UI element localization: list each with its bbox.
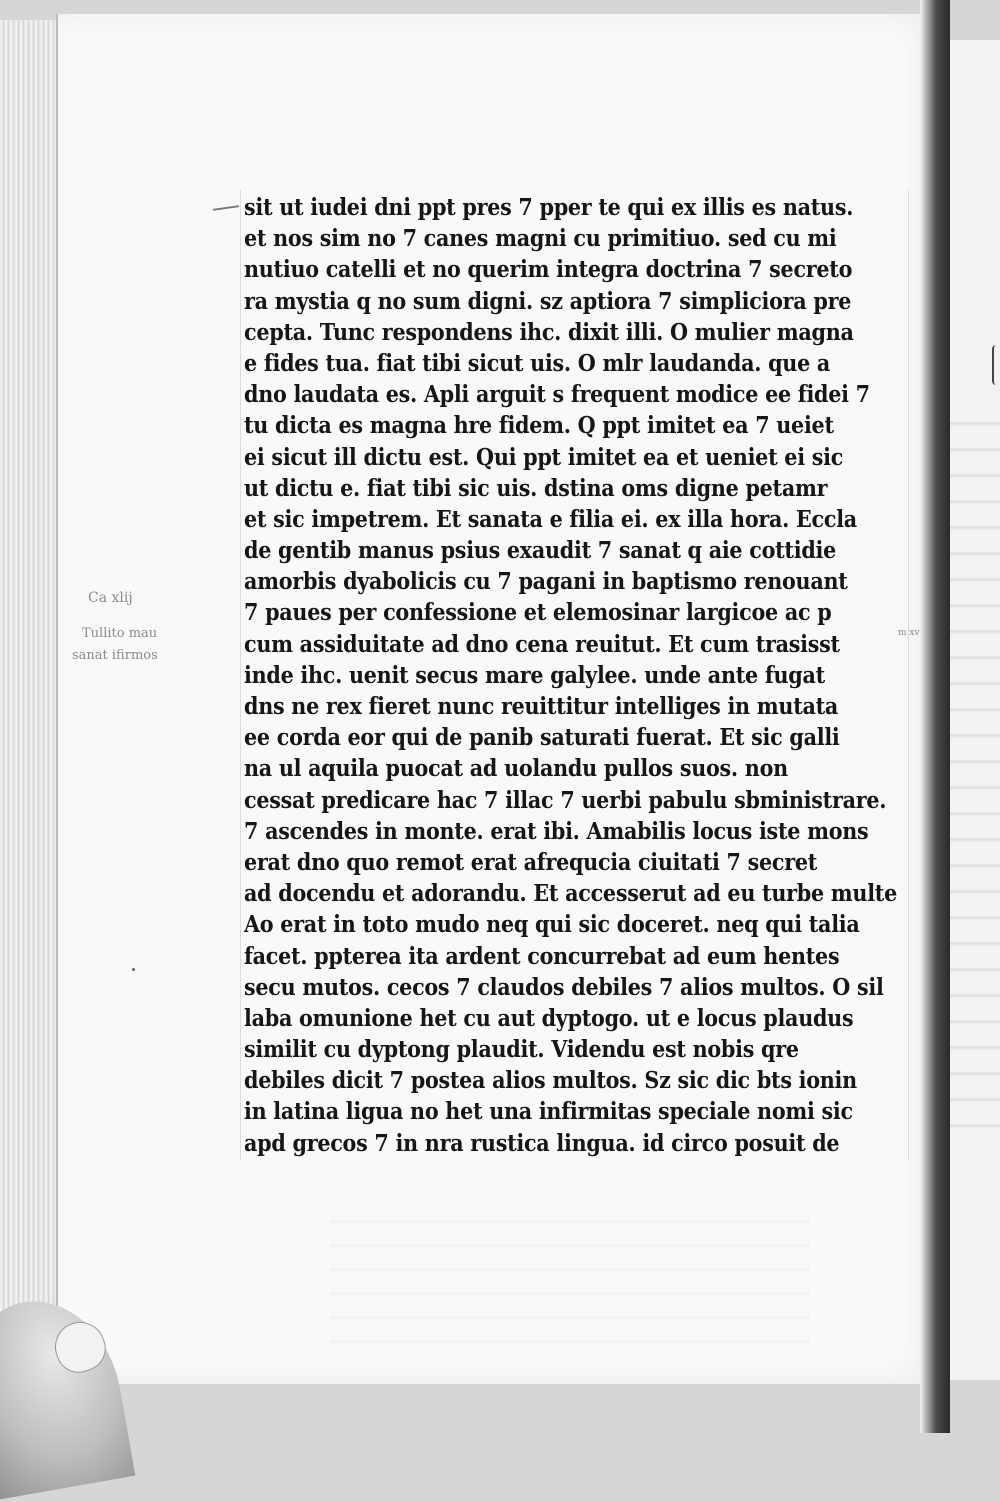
text-line: facet. ppterea ita ardent concurrebat ad eum hentes — [244, 942, 840, 970]
text-line: secu mutos. cecos 7 claudos debiles 7 alios multos. O sil — [244, 973, 884, 1001]
text-line: cum assiduitate ad dno cena reuitut. Et cum trasisst — [244, 630, 840, 658]
text-line: ad docendu et adorandu. Et accesserut ad eu turbe multe — [244, 880, 897, 908]
text-line: Ao erat in toto mudo neq qui sic doceret. neq qui talia — [244, 911, 860, 939]
text-line: laba omunione het cu aut dyptogo. ut e locus plaudus — [244, 1004, 854, 1032]
text-line: erat dno quo remot erat afrequcia ciuitati 7 secret — [244, 848, 818, 876]
book-gutter — [920, 0, 950, 1433]
text-line: sit ut iudei dni ppt pres 7 pper te qui ex illis es natus. — [244, 194, 854, 221]
margin-note-line-1: Tullito mau — [82, 626, 158, 641]
text-line: apd grecos 7 in nra rustica lingua. id circo posuit de — [244, 1129, 840, 1157]
text-line: ra mystia q no sum digni. sz aptiora 7 simpliciora pre — [244, 287, 852, 315]
text-line: ut dictu e. fiat tibi sic uis. dstina oms digne petamr — [244, 474, 828, 502]
text-line: de gentib manus psius exaudit 7 sanat q aie cottidie — [244, 537, 837, 565]
facing-page-bracket-mark — [992, 345, 1000, 385]
text-line: in latina ligua no het una infirmitas speciale nomi sic — [244, 1098, 853, 1126]
text-line: amorbis dyabolicis cu 7 pagani in baptismo renouant — [244, 568, 848, 596]
text-line: debiles dicit 7 postea alios multos. Sz sic dic bts ionin — [244, 1067, 857, 1095]
text-line: cessat predicare hac 7 illac 7 uerbi pabulu sbministrare. — [244, 786, 887, 814]
right-margin-note: m xv — [898, 628, 920, 638]
margin-dot-mark — [132, 968, 135, 971]
text-line: tu dicta es magna hre fidem. Q ppt imitet ea 7 ueiet — [244, 412, 834, 440]
text-line: inde ihc. uenit secus mare galylee. unde ante fugat — [244, 661, 825, 689]
text-line: 7 paues per confessione et elemosinar largicoe ac p — [244, 599, 832, 627]
text-line: et sic impetrem. Et sanata e filia ei. ex illa hora. Eccla — [244, 505, 857, 533]
ruling-line-left — [240, 190, 241, 1160]
page-stack-edge — [0, 20, 63, 1405]
margin-note-line-2: sanat ifirmos — [72, 648, 158, 663]
text-line: cepta. Tunc respondens ihc. dixit illi. O mulier magna — [244, 318, 854, 346]
text-line: ei sicut ill dictu est. Qui ppt imitet ea et ueniet ei sic — [244, 443, 844, 471]
text-line: nutiuo catelli et no querim integra doctrina 7 secreto — [244, 256, 853, 284]
text-line: similit cu dyptong plaudit. Videndu est nobis qre — [244, 1036, 799, 1064]
text-line: na ul aquila puocat ad uolandu pullos suos. non — [244, 755, 788, 783]
text-line: dns ne rex fieret nunc reuittitur intelliges in mutata — [244, 693, 839, 720]
text-line: e fides tua. fiat tibi sicut uis. O mlr laudanda. que a — [244, 349, 831, 377]
text-line: ee corda eor qui de panib saturati fuerat. Et sic galli — [244, 724, 840, 752]
chapter-label: Ca xlij — [88, 590, 133, 606]
show-through-text — [330, 1200, 810, 1360]
main-text-column — [244, 192, 914, 1159]
text-line: dno laudata es. Apli arguit s frequent modice ee fidei 7 — [244, 381, 870, 409]
text-line: 7 ascendes in monte. erat ibi. Amabilis locus iste mons — [244, 817, 869, 845]
text-line: et nos sim no 7 canes magni cu primitiuo. sed cu mi — [244, 225, 837, 253]
